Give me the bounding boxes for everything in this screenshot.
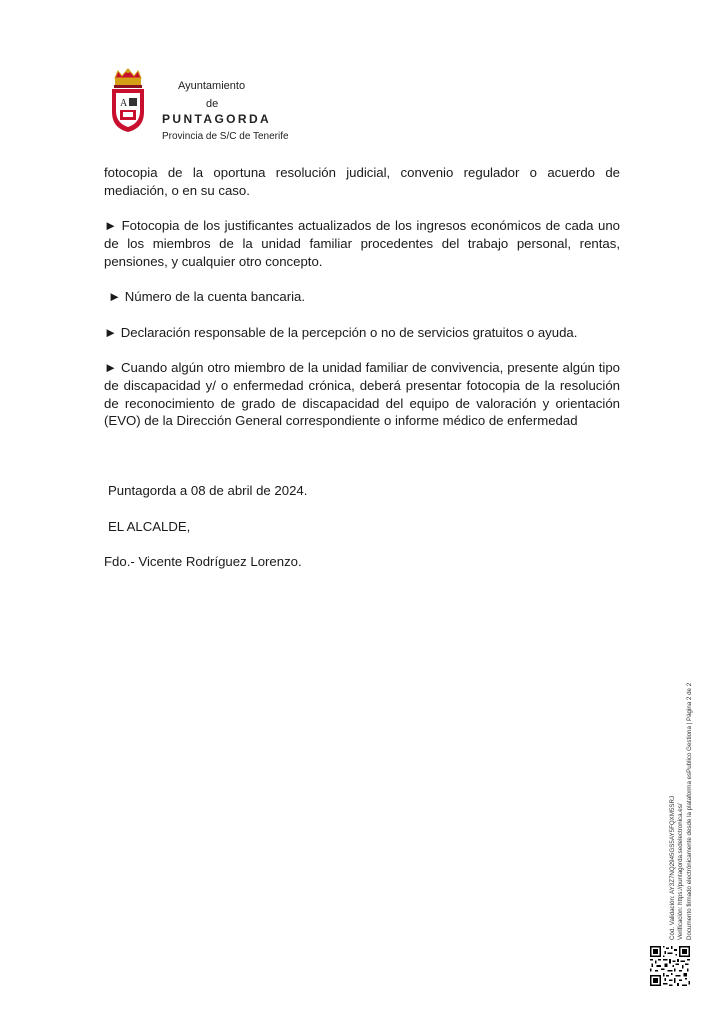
document-body xyxy=(104,164,620,571)
paragraph-bank-account: ► Número de la cuenta bancaria. xyxy=(108,289,306,305)
verification-code: Cód. Validación: AY3Z7NQ2945GS5AY5FQXM5SRJ xyxy=(669,795,676,940)
letterhead xyxy=(108,68,368,148)
municipal-crest-icon xyxy=(108,68,148,134)
municipality-town: PUNTAGORDA xyxy=(162,112,272,126)
municipality-province: Provincia de S/C de Tenerife xyxy=(162,131,289,142)
paragraph-continuation: fotocopia de la oportuna resolución judicial, convenio regulador o acuerdo de mediación, o en su caso. xyxy=(104,165,620,198)
municipality-preposition: de xyxy=(206,98,219,110)
svg-text:A: A xyxy=(120,98,128,109)
signature-role: EL ALCALDE, xyxy=(108,518,191,534)
signature-signed-by: Fdo.- Vicente Rodríguez Lorenzo. xyxy=(104,553,302,569)
verification-note: Documento firmado electrónicamente desde la plataforma esPublico Gestiona | Página 2 de 2 xyxy=(685,682,693,940)
signature-place-date: Puntagorda a 08 de abril de 2024. xyxy=(108,483,308,499)
paragraph-declaration: ► Declaración responsable de la percepción o no de servicios gratuitos o ayuda. xyxy=(104,324,578,340)
paragraph-disability: ► Cuando algún otro miembro de la unidad familiar de convivencia, presente algún tipo de discapacidad y/ o enfermedad crónica, deberá presentar fotocopia de la resolución de reconocimiento de grado de discapacidad del equipo de valoración y orientación (EVO) de la Dirección General correspondiente o informe médico de enfermedad xyxy=(104,359,620,429)
paragraph-income-proof: ► Fotocopia de los justificantes actualizados de los ingresos económicos de cada uno de los miembros de la unidad familiar procedentes del trabajo personal, rentas, pensiones, y cualquier otro concepto. xyxy=(104,218,620,269)
verification-url: Verificación: https://puntagorda.sedelectronica.es/ xyxy=(677,803,685,940)
qr-code-icon xyxy=(650,946,690,986)
municipality-label: Ayuntamiento xyxy=(178,80,246,92)
verification-sidebar xyxy=(669,620,694,940)
